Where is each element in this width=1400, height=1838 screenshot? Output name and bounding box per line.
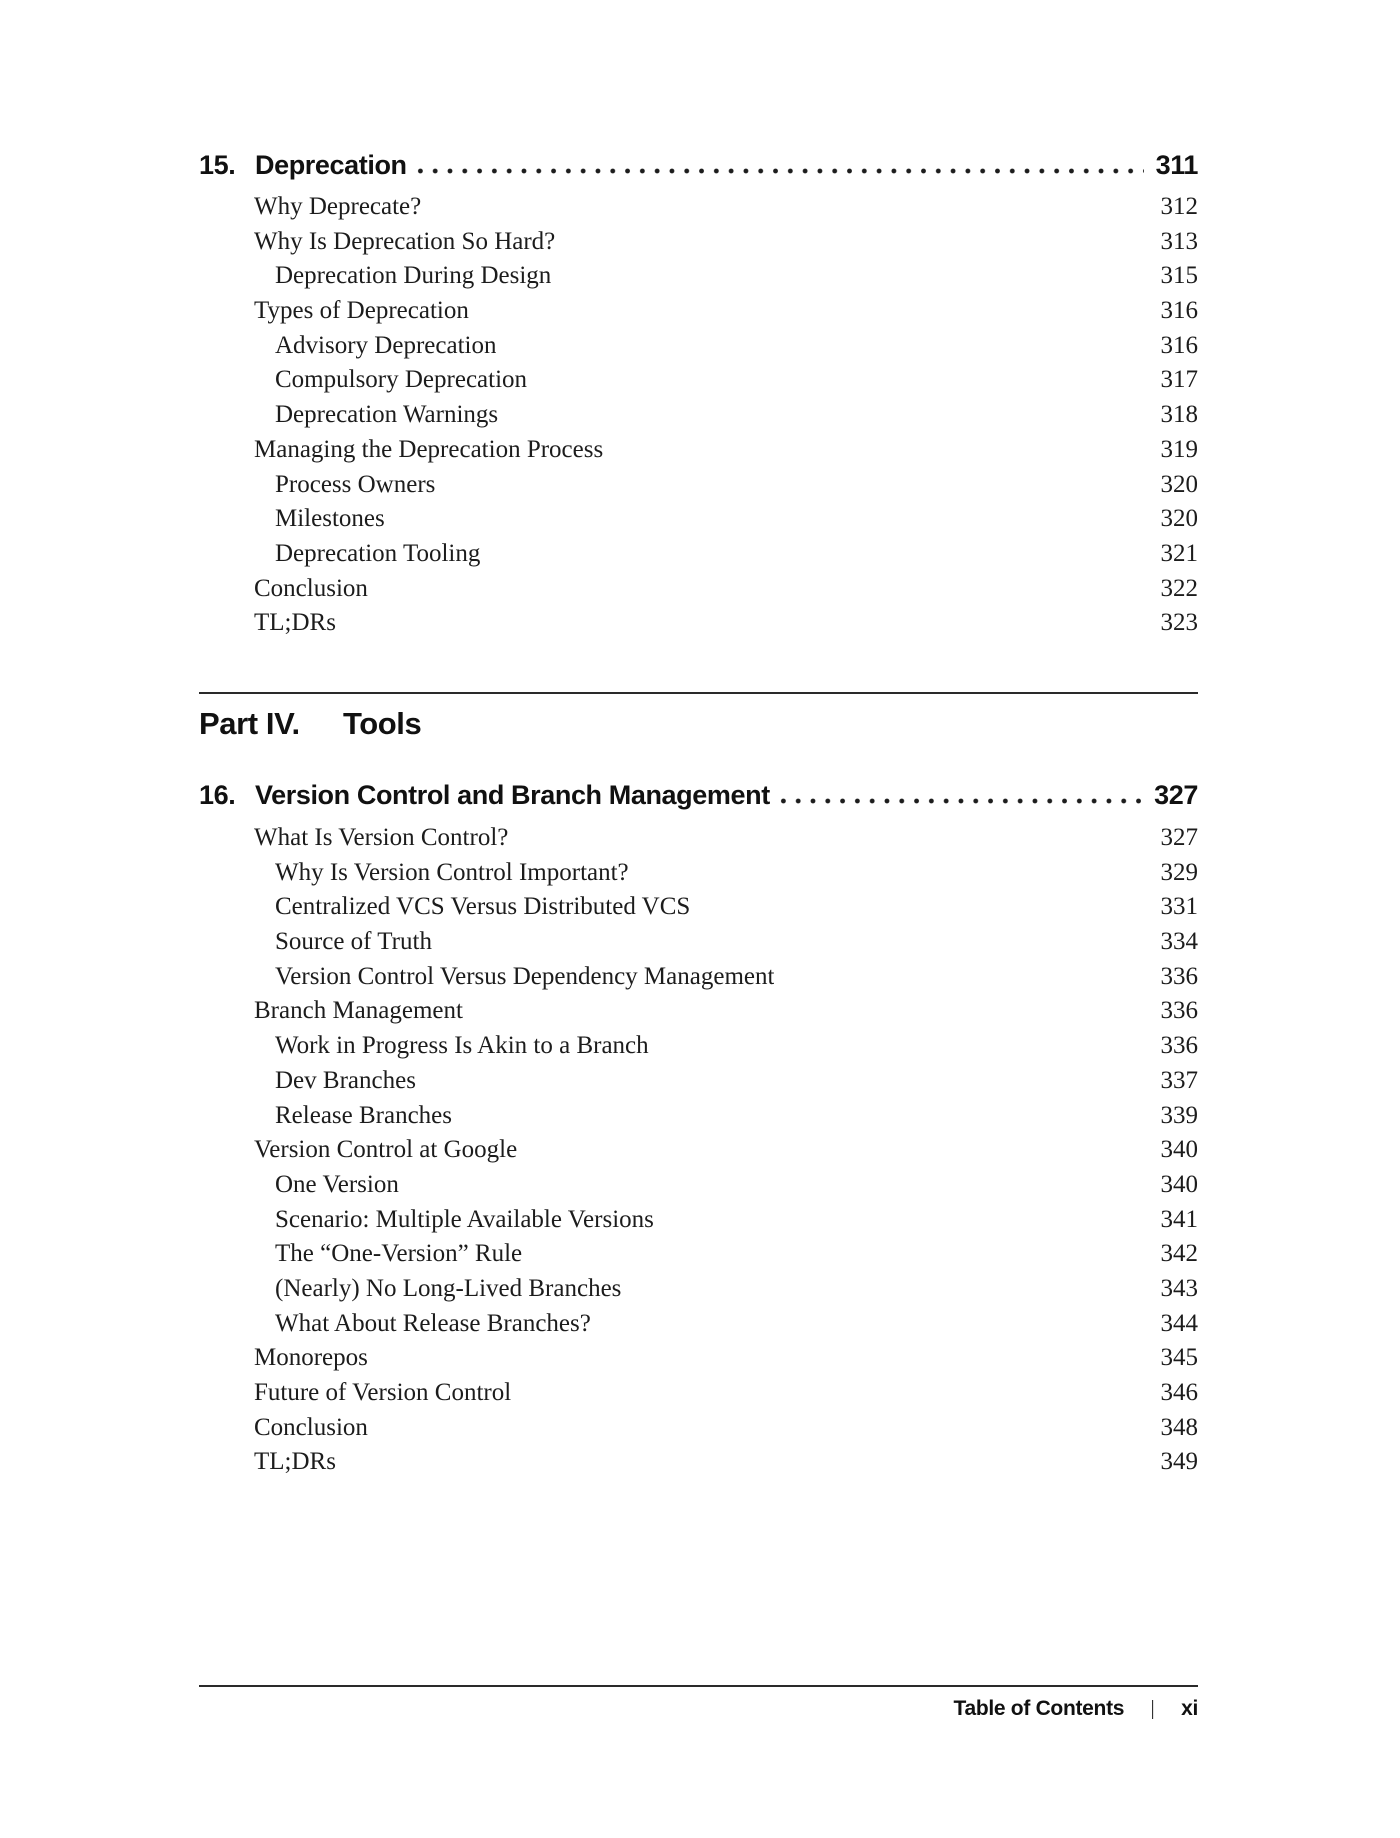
toc-entry-page: 346: [1160, 1379, 1198, 1406]
chapter-16-entries: [199, 821, 1198, 1480]
toc-entry-page: 323: [1160, 609, 1198, 637]
toc-entry: [199, 821, 1198, 856]
toc-entry: [199, 363, 1198, 398]
toc-entry-label: Why Is Version Control Important?: [275, 858, 629, 886]
part-divider-rule: [199, 692, 1198, 694]
toc-entry-label: Deprecation Tooling: [275, 539, 481, 567]
toc-entry-page: 334: [1160, 928, 1198, 956]
toc-entry-page: 349: [1160, 1448, 1198, 1476]
toc-entry-label: Centralized VCS Versus Distributed VCS: [275, 893, 691, 921]
toc-entry: [199, 1029, 1198, 1064]
toc-entry-label: TL;DRs: [254, 609, 336, 637]
toc-entry: [199, 1203, 1198, 1238]
toc-entry-label: The “One-Version” Rule: [275, 1240, 523, 1268]
toc-entry-label: What Is Version Control?: [254, 824, 509, 851]
toc-entry-label: Compulsory Deprecation: [275, 366, 528, 394]
toc-entry-page: 343: [1160, 1274, 1198, 1302]
toc-entry: [199, 502, 1198, 537]
toc-entry-label: Types of Deprecation: [254, 297, 469, 325]
part-label: Part IV.: [199, 706, 300, 741]
toc-entry: [199, 1411, 1198, 1446]
toc-entry-label: Monorepos: [254, 1344, 368, 1372]
toc-entry-page: 321: [1160, 539, 1198, 567]
toc-entry-page: 320: [1160, 505, 1198, 533]
toc-entry-label: (Nearly) No Long-Lived Branches: [275, 1274, 622, 1302]
toc-entry: [199, 294, 1198, 329]
toc-entry-label: Version Control at Google: [254, 1136, 518, 1164]
chapter-title: Version Control and Branch Management: [255, 780, 770, 810]
chapter-heading-15: [199, 150, 1198, 181]
page-footer: [199, 1697, 1198, 1721]
chapter-number: 15.: [199, 150, 236, 180]
dot-leader: [776, 798, 1142, 804]
toc-entry: [199, 1133, 1198, 1168]
toc-entry-label: Why Deprecate?: [254, 193, 422, 220]
toc-entry: [199, 259, 1198, 294]
toc-entry-label: Version Control Versus Dependency Management: [275, 962, 775, 990]
toc-entry-label: Conclusion: [254, 1413, 368, 1441]
toc-entry: [199, 225, 1198, 260]
toc-entry-label: Advisory Deprecation: [275, 331, 497, 359]
toc-entry-page: 327: [1160, 824, 1198, 851]
toc-entry: [199, 190, 1198, 225]
toc-entry-page: 341: [1160, 1205, 1198, 1233]
toc-entry-label: One Version: [275, 1170, 399, 1198]
toc-entry-page: 318: [1160, 401, 1198, 429]
toc-entry: [199, 1376, 1198, 1411]
dot-leader: [413, 168, 1144, 174]
toc-entry-label: Dev Branches: [275, 1066, 416, 1094]
footer-separator: |: [1150, 1698, 1155, 1720]
toc-entry: [199, 572, 1198, 607]
toc-entry: [199, 1099, 1198, 1134]
toc-entry: [199, 433, 1198, 468]
toc-entry-label: Milestones: [275, 505, 385, 533]
toc-entry-page: 316: [1160, 331, 1198, 359]
toc-entry: [199, 994, 1198, 1029]
toc-entry-page: 344: [1160, 1309, 1198, 1337]
toc-entry-label: Scenario: Multiple Available Versions: [275, 1205, 654, 1233]
toc-entry: [199, 890, 1198, 925]
chapter-number: 16.: [199, 780, 236, 810]
toc-entry: [199, 960, 1198, 995]
toc-entry-page: 317: [1160, 366, 1198, 394]
toc-entry-page: 336: [1160, 1032, 1198, 1060]
toc-entry-page: 320: [1160, 470, 1198, 498]
toc-entry: [199, 1272, 1198, 1307]
chapter-page-number: 311: [1155, 150, 1198, 180]
toc-entry: [199, 329, 1198, 364]
footer-page-number: xi: [1181, 1697, 1198, 1720]
part-heading: [199, 706, 1198, 742]
toc-entry-label: Work in Progress Is Akin to a Branch: [275, 1032, 649, 1060]
toc-entry: [199, 468, 1198, 503]
toc-entry: [199, 398, 1198, 433]
chapter-page-number: 327: [1154, 780, 1198, 810]
toc-entry-label: TL;DRs: [254, 1448, 336, 1476]
toc-entry: [199, 1168, 1198, 1203]
toc-entry-label: Branch Management: [254, 997, 463, 1025]
toc-entry-page: 331: [1160, 893, 1198, 921]
part-title: Tools: [343, 706, 422, 741]
footer-section-label: Table of Contents: [953, 1697, 1125, 1720]
chapter-title: Deprecation: [255, 150, 407, 180]
toc-entry: [199, 1445, 1198, 1480]
toc-entry: [199, 856, 1198, 891]
toc-entry-label: Managing the Deprecation Process: [254, 435, 604, 463]
toc-entry-page: 336: [1160, 997, 1198, 1025]
toc-entry-label: Release Branches: [275, 1101, 453, 1129]
footer-divider-rule: [199, 1685, 1198, 1687]
toc-entry-page: 319: [1160, 435, 1198, 463]
chapter-15-entries: [199, 190, 1198, 641]
toc-entry: [199, 1237, 1198, 1272]
toc-entry-page: 336: [1160, 962, 1198, 990]
toc-entry-label: What About Release Branches?: [275, 1309, 591, 1337]
toc-entry-label: Future of Version Control: [254, 1379, 512, 1406]
toc-entry-page: 312: [1160, 193, 1198, 220]
toc-entry-page: 345: [1160, 1344, 1198, 1372]
toc-entry-page: 339: [1160, 1101, 1198, 1129]
toc-entry-page: 340: [1160, 1136, 1198, 1164]
toc-entry: [199, 925, 1198, 960]
toc-entry-label: Process Owners: [275, 470, 436, 498]
toc-entry: [199, 1307, 1198, 1342]
toc-entry-page: 313: [1160, 227, 1198, 255]
toc-entry-label: Deprecation During Design: [275, 262, 552, 290]
toc-entry-page: 337: [1160, 1066, 1198, 1094]
toc-entry-page: 340: [1160, 1170, 1198, 1198]
toc-entry-label: Source of Truth: [275, 928, 432, 956]
toc-entry-page: 322: [1160, 574, 1198, 602]
toc-entry-page: 348: [1160, 1413, 1198, 1441]
toc-entry-label: Why Is Deprecation So Hard?: [254, 227, 556, 255]
toc-entry-page: 342: [1160, 1240, 1198, 1268]
toc-entry: [199, 1341, 1198, 1376]
toc-entry-page: 329: [1160, 858, 1198, 886]
toc-entry: [199, 537, 1198, 572]
toc-entry-label: Conclusion: [254, 574, 368, 602]
toc-entry: [199, 1064, 1198, 1099]
toc-entry-page: 316: [1160, 297, 1198, 325]
toc-entry: [199, 606, 1198, 641]
chapter-heading-16: [199, 780, 1198, 811]
toc-entry-page: 315: [1160, 262, 1198, 290]
toc-entry-label: Deprecation Warnings: [275, 401, 499, 429]
